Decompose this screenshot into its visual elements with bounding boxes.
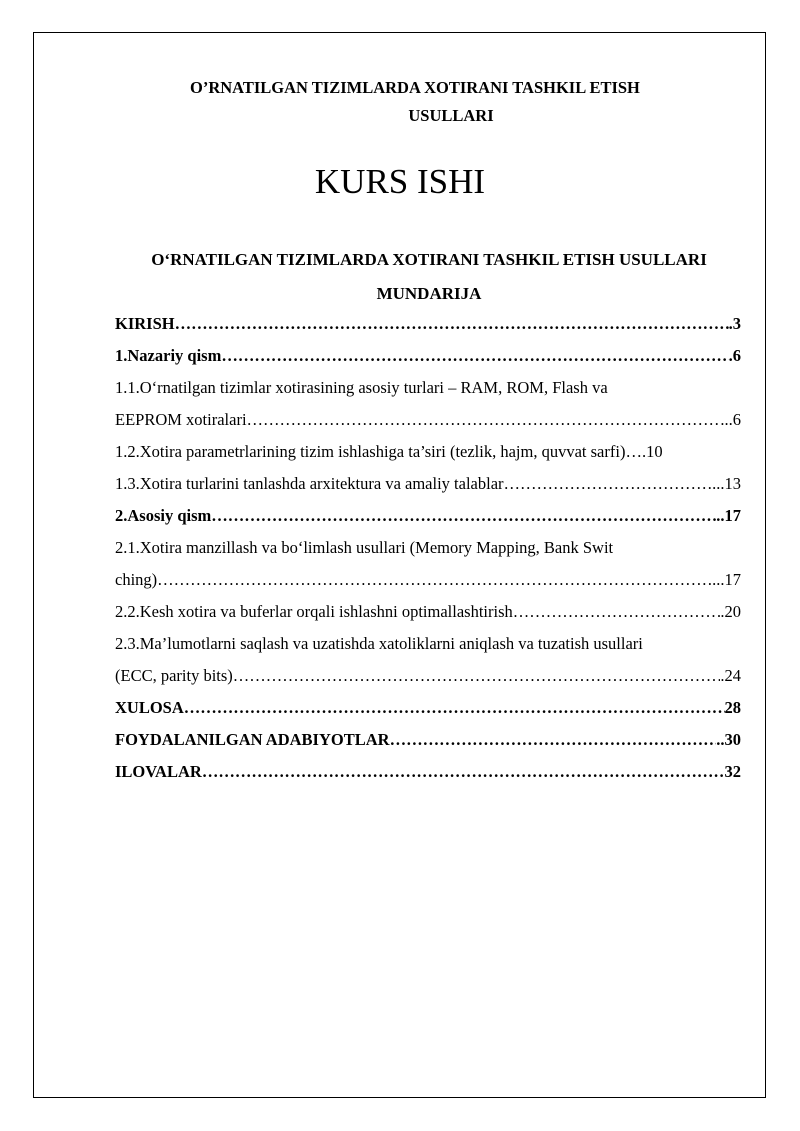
toc-entry-text: 2.1.Xotira manzillash va bo‘limlash usullari (Memory Mapping, Bank Swit [115, 538, 614, 557]
table-of-contents [115, 308, 741, 788]
toc-entry [115, 532, 741, 564]
toc-entry-text: ching) [115, 570, 158, 589]
toc-entry-text: KIRISH [115, 314, 175, 333]
dot-leader [247, 404, 721, 436]
toc-heading-block [114, 243, 744, 311]
toc-page-number: .6 [728, 346, 741, 365]
dot-leader [233, 660, 721, 692]
toc-entry-text: 1.Nazariy qism [115, 346, 222, 365]
toc-entry [115, 660, 741, 692]
toc-entry [115, 756, 741, 788]
subtitle: O‘RNATILGAN TIZIMLARDA XOTIRANI TASHKIL ETISH USULLARI [151, 250, 707, 269]
toc-entry [115, 436, 741, 468]
toc-entry [115, 724, 741, 756]
toc-page-number: ….10 [625, 442, 663, 461]
toc-entry-text: 1.2.Xotira parametrlarining tizim ishlashiga ta’siri (tezlik, hajm, quvvat sarfi) [115, 442, 626, 461]
toc-entry-text: ILOVALAR [115, 762, 202, 781]
dot-leader [504, 468, 713, 500]
document-title [190, 74, 720, 130]
toc-entry [115, 596, 741, 628]
dot-leader [513, 596, 721, 628]
toc-entry [115, 628, 741, 660]
toc-page-number: ...6 [720, 410, 741, 429]
title-line-2: USULLARI [408, 106, 494, 125]
kurs-ishi-heading: KURS ISHI [314, 162, 486, 201]
toc-entry-text: EEPROM xotiralari [115, 410, 247, 429]
dot-leader [175, 308, 729, 340]
mundarija-heading: MUNDARIJA [376, 284, 482, 303]
toc-entry-text: 1.3.Xotira turlarini tanlashda arxitektura va amaliy talablar [115, 474, 504, 493]
toc-page-number: ..17 [716, 506, 741, 525]
toc-entry [115, 692, 741, 724]
toc-entry-text: 1.1.O‘rnatilgan tizimlar xotirasining asosiy turlari – RAM, ROM, Flash va [115, 378, 608, 397]
dot-leader [211, 500, 716, 532]
dot-leader [221, 340, 728, 372]
toc-entry [115, 372, 741, 404]
toc-entry [115, 404, 741, 436]
toc-entry-text: (ECC, parity bits) [115, 666, 233, 685]
toc-entry [115, 340, 741, 372]
toc-entry-text: 2.Asosiy qism [115, 506, 212, 525]
toc-page-number: .3 [728, 314, 741, 333]
toc-entry [115, 308, 741, 340]
toc-entry [115, 468, 741, 500]
dot-leader [390, 724, 717, 756]
toc-page-number: .24 [720, 666, 741, 685]
toc-entry [115, 564, 741, 596]
toc-entry-text: 2.2.Kesh xotira va buferlar orqali ishlashni optimallashtirish [115, 602, 513, 621]
toc-page-number: 28 [724, 698, 741, 717]
dot-leader [202, 756, 725, 788]
toc-entry-text: FOYDALANILGAN ADABIYOTLAR [115, 730, 390, 749]
toc-page-number: ...13 [712, 474, 741, 493]
dot-leader [184, 692, 725, 724]
toc-page-number: ..30 [716, 730, 741, 749]
toc-page-number: 32 [724, 762, 741, 781]
toc-entry [115, 500, 741, 532]
toc-page-number: ...17 [712, 570, 741, 589]
dot-leader [157, 564, 712, 596]
toc-page-number: .20 [720, 602, 741, 621]
title-line-1: O’RNATILGAN TIZIMLARDA XOTIRANI TASHKIL ETISH [190, 78, 640, 97]
toc-entry-text: 2.3.Ma’lumotlarni saqlash va uzatishda xatoliklarni aniqlash va tuzatish usullari [115, 634, 643, 653]
toc-entry-text: XULOSA [115, 698, 184, 717]
